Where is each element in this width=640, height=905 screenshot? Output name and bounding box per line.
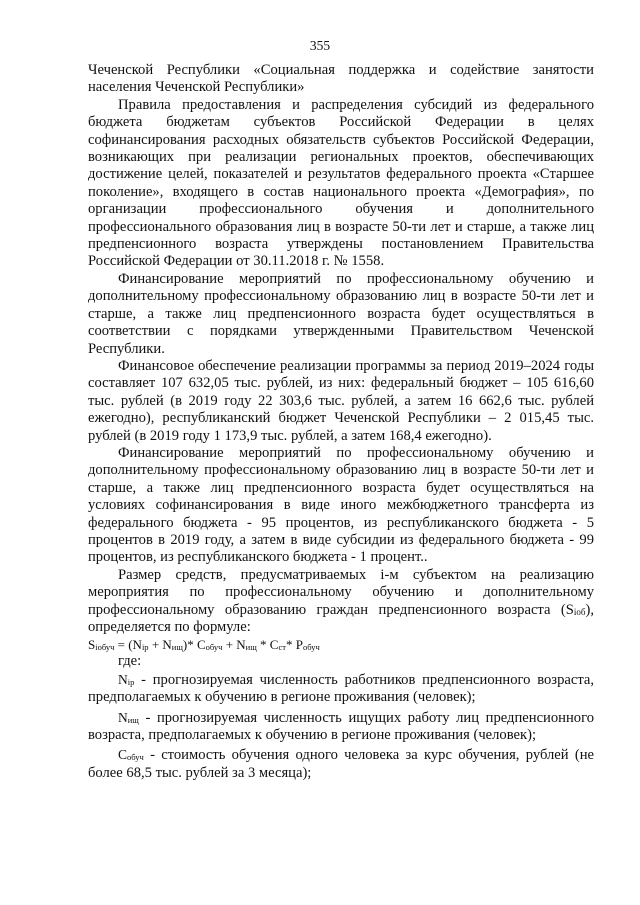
- paragraph-subsidy-rules: Правила предоставления и распределения субсидий из федерального бюджета бюджетам субъектов Российской Федерации в целях софинансирования расходных обязательств субъектов Российской Федерации, возникающих при реализации региональных проектов, обеспечивающих достижение целей, показателей и результатов федерального проекта «Старшее поколение», входящего в состав национального проекта «Демография», по организации профессионального обучения и дополнительного профессионального образования лиц в возрасте 50-ти лет и старше, а также лиц предпенсионного возраста утверждены постановлением Правительства Российской Федерации от 30.11.2018 г. № 1558.: [88, 96, 594, 270]
- where-label: где:: [118, 653, 142, 670]
- definition-text: - прогнозируемая численность работников предпенсионного возраста, предполагаемых к обучению в регионе проживания (человек);: [88, 671, 594, 706]
- page-body: [88, 62, 594, 782]
- definition-term: $C_{обуч}$: [118, 747, 144, 763]
- definition-text: - прогнозируемая численность ищущих работу лиц предпенсионного возраста, предполагаемых к обучению в регионе проживания (человек);: [88, 709, 594, 744]
- definition-text: - стоимость обучения одного человека за курс обучения, рублей (не более 68,5 тыс. рублей за 3 месяца);: [88, 747, 594, 781]
- paragraph-program-title: Чеченской Республики «Социальная поддержка и содействие занятости населения Чеченской Республики»: [88, 62, 594, 96]
- definition-term: $N_{ip}$: [118, 671, 135, 687]
- definition-n-ip: [88, 671, 594, 707]
- definition-c-obuch: [88, 746, 594, 782]
- paragraph-financing-order: Финансирование мероприятий по профессиональному обучению и дополнительному профессиональному образованию лиц в возрасте 50-ти лет и старше, а также лиц предпенсионного возраста будет осуществляться в соответствии с порядками утвержденными Правительством Чеченской Республики.: [88, 270, 594, 357]
- funds-size-subscript: iоб: [573, 606, 586, 617]
- funds-size-text-end: ), определяется по формуле:: [88, 601, 594, 635]
- paragraph-financial-support: Финансовое обеспечение реализации программы за период 2019–2024 годы составляет 107 632,05 тыс. рублей, из них: федеральный бюджет – 105 616,60 тыс. рублей (в 2019 году 22 303,6 тыс. рублей, а затем 16 662,6 тыс. рублей ежегодно), республиканский бюджет Чеченской Республики – 2 015,45 тыс. рублей (в 2019 году 1 173,9 тыс. рублей, а затем 168,4 ежегодно).: [88, 357, 594, 444]
- definition-term: $N_{ищ}$: [118, 709, 139, 725]
- cost-formula: $S_{iобуч} = (N_{ip} + N_{ищ})*$ $C_{обуч} + N_{ищ} * C_{ст}*$ $P_{обуч}$: [88, 637, 320, 653]
- page-number: 355: [309, 38, 331, 53]
- funds-size-text: Размер средств, предусматриваемых i-м субъектом на реализацию мероприятия по профессиональному обучению и дополнительному профессиональному образованию граждан предпенсионного возраста (S: [88, 566, 594, 618]
- definition-n-ish: [88, 709, 594, 745]
- paragraph-cofinancing-terms: Финансирование мероприятий по профессиональному обучению и дополнительному профессиональному образованию лиц в возрасте 50-ти лет и старше, а также лиц предпенсионного возраста будет осуществляться на условиях софинансирования в виде иного межбюджетного трансферта из федерального бюджета - 95 процентов, из республиканского бюджета - 5 процентов в 2019 году, а затем в виде субсидии из федерального бюджета - 99 процентов, из республиканского бюджета - 1 процент..: [88, 444, 594, 566]
- paragraph-funds-size: [88, 567, 594, 637]
